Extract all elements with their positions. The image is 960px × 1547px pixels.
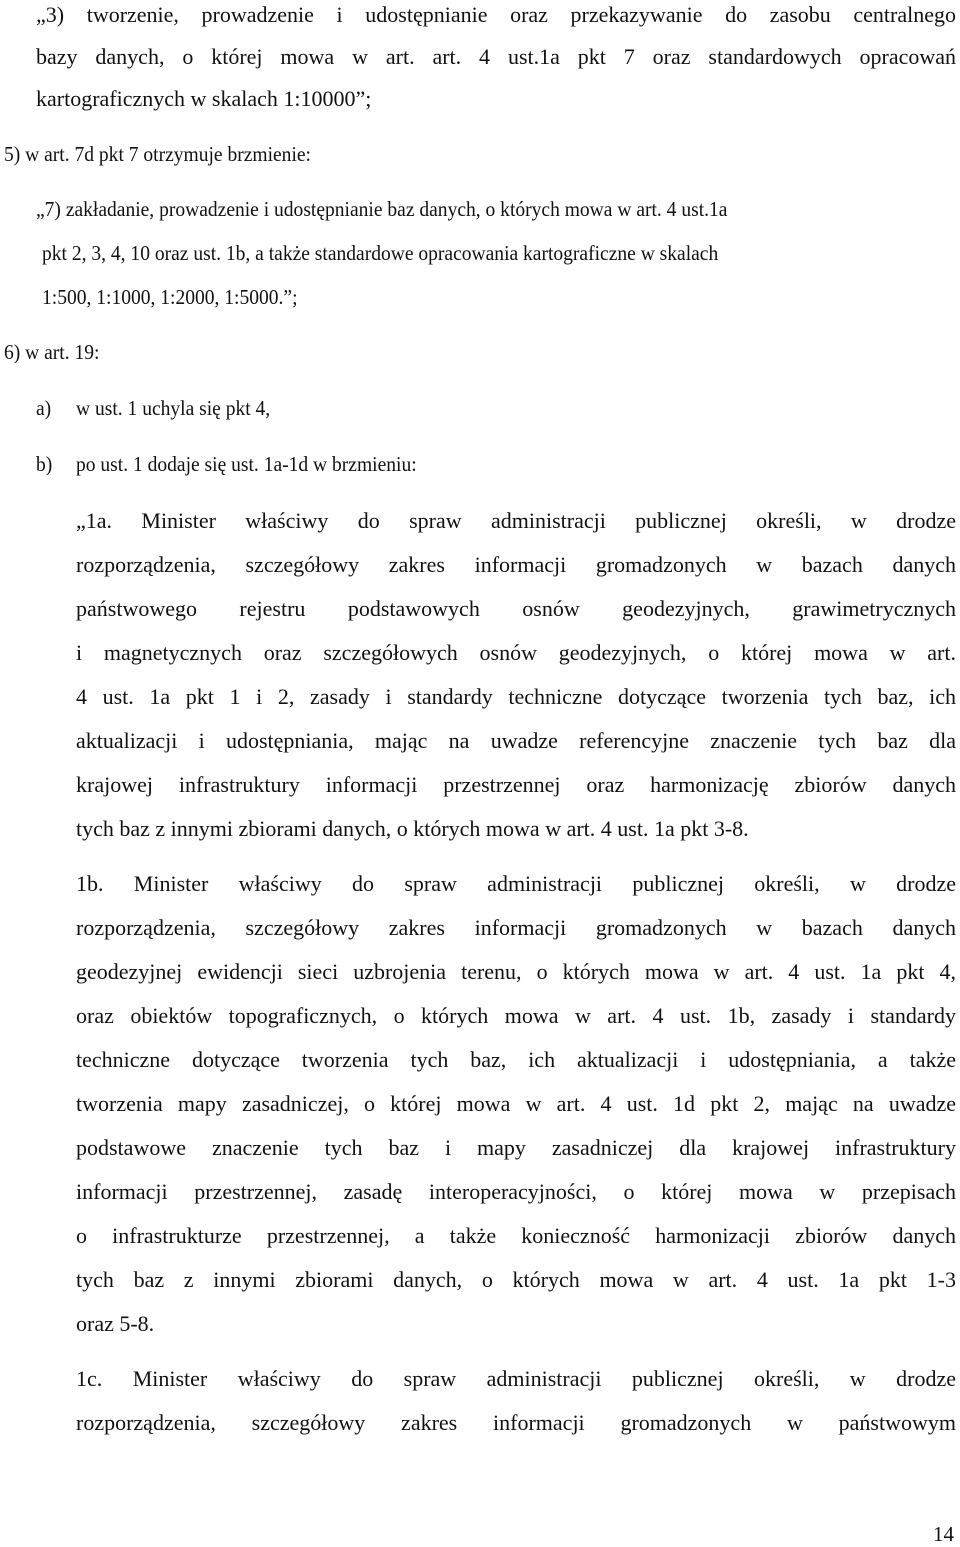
page-number: 14 (933, 1522, 954, 1546)
paragraph-line: i magnetycznych oraz szczegółowych osnów geodezyjnych, o której mowa w art. (76, 640, 956, 665)
quoted-line: 1:500, 1:1000, 1:2000, 1:5000.”; (42, 285, 298, 309)
paragraph-line: techniczne dotyczące tworzenia tych baz, ich aktualizacji i udostępniania, a także (76, 1047, 956, 1072)
paragraph-line: oraz 5-8. (76, 1311, 155, 1336)
paragraph-line: krajowej infrastruktury informacji przestrzennej oraz harmonizację zbiorów danych (76, 772, 956, 797)
paragraph-line: państwowego rejestru podstawowych osnów geodezyjnych, grawimetrycznych (76, 596, 956, 621)
paragraph-line: rozporządzenia, szczegółowy zakres informacji gromadzonych w bazach danych (76, 552, 956, 577)
paragraph-line: „1a. Minister właściwy do spraw administracji publicznej określi, w drodze (76, 508, 956, 533)
list-item: po ust. 1 dodaje się ust. 1a-1d w brzmieniu: (76, 452, 417, 476)
paragraph-line: 1b. Minister właściwy do spraw administracji publicznej określi, w drodze (76, 871, 956, 896)
paragraph-line: o infrastrukturze przestrzennej, a także konieczność harmonizacji zbiorów danych (76, 1223, 956, 1248)
paragraph-line: rozporządzenia, szczegółowy zakres informacji gromadzonych w państwowym (76, 1410, 956, 1435)
paragraph-line: informacji przestrzennej, zasadę interoperacyjności, o której mowa w przepisach (76, 1179, 956, 1204)
item-heading: 6) w art. 19: (4, 340, 100, 364)
paragraph-line: 1c. Minister właściwy do spraw administracji publicznej określi, w drodze (76, 1366, 956, 1391)
paragraph-line: rozporządzenia, szczegółowy zakres informacji gromadzonych w bazach danych (76, 915, 956, 940)
paragraph-line: podstawowe znaczenie tych baz i mapy zasadniczej dla krajowej infrastruktury (76, 1135, 956, 1160)
list-label: a) (36, 396, 52, 420)
quoted-line: pkt 2, 3, 4, 10 oraz ust. 1b, a także standardowe opracowania kartograficzne w skalach (42, 241, 719, 265)
paragraph-line: aktualizacji i udostępniania, mając na uwadze referencyjne znaczenie tych baz dla (76, 728, 956, 753)
text-line: kartograficznych w skalach 1:10000”; (36, 86, 372, 111)
paragraph-line: oraz obiektów topograficznych, o których mowa w art. 4 ust. 1b, zasady i standardy (76, 1003, 956, 1028)
paragraph-line: tych baz z innymi zbiorami danych, o których mowa w art. 4 ust. 1a pkt 1-3 (76, 1267, 956, 1292)
paragraph-line: geodezyjnej ewidencji sieci uzbrojenia terenu, o których mowa w art. 4 ust. 1a pkt 4, (76, 959, 956, 984)
paragraph-line: tworzenia mapy zasadniczej, o której mowa w art. 4 ust. 1d pkt 2, mając na uwadze (76, 1091, 956, 1116)
paragraph-line: 4 ust. 1a pkt 1 i 2, zasady i standardy techniczne dotyczące tworzenia tych baz, ich (76, 684, 956, 709)
paragraph-line: tych baz z innymi zbiorami danych, o których mowa w art. 4 ust. 1a pkt 3-8. (76, 816, 749, 841)
item-heading: 5) w art. 7d pkt 7 otrzymuje brzmienie: (4, 142, 311, 166)
quoted-line: „7) zakładanie, prowadzenie i udostępnianie baz danych, o których mowa w art. 4 ust.1a (36, 197, 728, 221)
text-line: bazy danych, o której mowa w art. art. 4 ust.1a pkt 7 oraz standardowych opracowań (36, 44, 956, 69)
text-line: „3) tworzenie, prowadzenie i udostępnianie oraz przekazywanie do zasobu centralnego (36, 2, 956, 27)
list-label: b) (36, 452, 53, 476)
list-item: w ust. 1 uchyla się pkt 4, (76, 396, 271, 420)
